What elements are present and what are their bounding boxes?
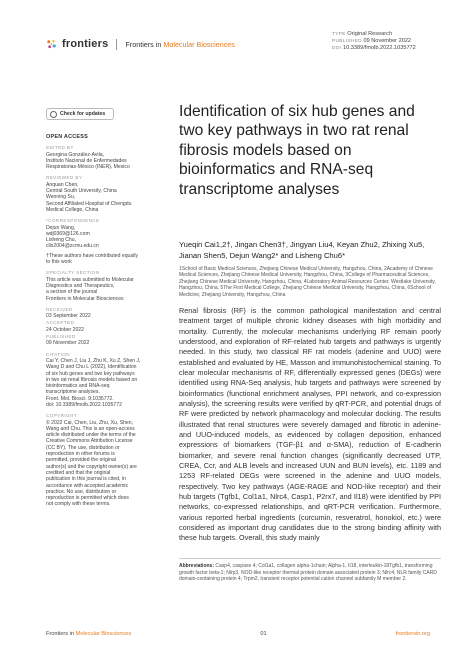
open-access-label: OPEN ACCESS <box>46 134 89 140</box>
abstract: Renal fibrosis (RF) is the common pathological manifestation and central treatment target of multiple chronic kidney diseases with high morbidity and mortality. Currently, the molecular mechanisms underlying RF remain poorly understood, and exploration of RF-related hub targets and pathways is urgently needed. In this study, two classical RF rat models (adenine and UUO) were established and evaluated by HE, Masson and immunohistochemical staining. To clear molecular mechanisms of RF, differentially expressed genes (DEGs) were identified using RNA-Seq analysis, hub targets and pathways were screened by bioinformatics (functional enrichment analyses, PPI network, and co-expression analysis), the screening results were verified by qRT-PCR, and potential drugs of RF were predicted by network pharmacology and molecular docking. The results illustrated that renal structures were severely damaged and fibrotic in adenine- and UUO-induced models, as evidenced by collagen deposition, enhanced expressions of biomarkers (TGF-β1 and α-SMA), reduction of E-cadherin biomarker, and severe renal function changes (significantly decreased UTP, CREA, Ccr, and ALB levels and increased UUN and BUN levels), etc. 1189 and 1253 RF-related DEGs were screened in the adenine and UUO models, respectively. Two key pathways (AGE-RAGE and NOD-like receptor) and their hub targets (Tgfb1, Col1a1, Nlrc4, Casp1, P2rx7, and Il18) were identified by PPI networks, co-expressed relationships, and qRT-PCR verification. Furthermore, various reported herbal ingredients (curcumin, resveratrol, honokiol, etc.) were considered as important drug candidates due to the strong binding affinity with these hub targets. Overall, this study mainly <box>179 306 441 543</box>
reviewed-by-label: REVIEWED BY <box>46 175 83 181</box>
published-label: PUBLISHED <box>46 334 76 340</box>
update-icon <box>50 111 57 118</box>
page-footer <box>46 631 430 637</box>
article-title: Identification of six hub genes and two key pathways in two rat renal fibrosis models based on bioinformatics and RNA-seq transcriptome analyses <box>179 103 415 198</box>
journal-header <box>46 38 235 50</box>
copyright-label: COPYRIGHT <box>46 413 77 419</box>
accepted-label: ACCEPTED <box>46 320 75 326</box>
article-sidebar <box>46 108 154 508</box>
abbreviations-label: Abbreviations: <box>179 563 215 569</box>
received-date: 03 September 2022 <box>46 313 91 320</box>
article-meta: TYPE Original Research PUBLISHED 09 November 2022 DOI 10.3389/fmolb.2022.1035772 <box>332 31 416 51</box>
specialty-section-text: This article was submitted to Molecular Diagnostics and Therapeutics, a section of the journal Frontiers in Molecular Biosciences <box>46 276 134 302</box>
copyright-text: © 2022 Cai, Chen, Liu, Zhu, Xu, Shen, Wang and Chu. This is an open-access article distributed under the terms of the Creative Commons Attribution License (CC BY). The use, distribution or reproduction in other forums is permitted, provided the original author(s) and the copyright owner(s) are credited and that the original publication in this journal is cited, in accordance with accepted academic practice. No use, distribution or reproduction is permitted which does not comply with these terms. <box>46 419 137 508</box>
doi: 10.3389/fmolb.2022.1035772 <box>343 45 416 51</box>
check-for-updates-button[interactable]: Check for updates <box>46 108 114 120</box>
citation-text: Cai Y, Chen J, Liu J, Zhu K, Xu Z, Shen J, Wang D and Chu L (2022), Identification of six hub genes and two key pathways in two rat renal fibrosis models based on bioinformatics and RNA-seq transcriptome analyses. Front. Mol. Biosci. 9:1035772. doi: 10.3389/fmolb.2022.1035772 <box>46 357 141 408</box>
published-date: 09 November 2022 <box>46 340 90 347</box>
equal-contribution-note: †These authors have contributed equally to this work <box>46 252 139 266</box>
specialty-section-label: SPECIALTY SECTION <box>46 270 100 276</box>
edited-by-label: EDITED BY <box>46 145 74 151</box>
received-label: RECEIVED <box>46 306 73 312</box>
reviewed-by-text: Anquan Chen, Central South University, China Wenning Su, Second Affiliated Hospital of Chengdu Medical College, China <box>46 181 132 213</box>
citation-label: CITATION <box>46 351 70 357</box>
header-divider <box>116 39 117 50</box>
page-number: 01 <box>260 631 267 637</box>
article-type: Original Research <box>347 31 393 37</box>
affiliations: 1School of Basic Medical Sciences, Zhejiang Chinese Medical University, Hangzhou, China, 2Academy of Chinese Medical Sciences, Zhejiang Chinese Medical University, Hangzhou, China, 3College of Pharmaceutical Sciences, Zhejiang Chinese Medical University, Hangzhou, China, 4Laboratory Animal Resources Center, Westlake University, Hangzhou, China, 5The First Medical College, Zhejiang Chinese Medical University, Hangzhou, China, 6School of Medicine, Zhejiang University, Hangzhou, China <box>179 266 436 298</box>
footer-site-link[interactable]: frontiersin.org <box>395 631 430 637</box>
correspondence-text: Dejun Wang, wdj0369@126.com Lisheng Chu, clls2004@zcmu.edu.cn <box>46 224 99 250</box>
accepted-date: 24 October 2022 <box>46 326 84 333</box>
frontiers-logo-icon <box>46 39 57 50</box>
footer-journal[interactable]: Frontiers in Molecular Biosciences <box>46 631 132 637</box>
brand-name: frontiers <box>62 38 109 50</box>
edited-by-text: Georgina González-Avila, Instituto Nacional de Enfermedades Respiratorias-México (INER), Mexico <box>46 151 130 171</box>
journal-title: Frontiers in Molecular Biosciences <box>125 39 235 49</box>
abbreviations-text: Casp4, caspase 4; Col1a1, collagen alpha-1chain; Alpha-1, II18, interleukin-18Tgfb1, transforming growth factor beta-1; Nlrp3, NOD-like receptor thermal protein domain associated protein 3; Nlrc4, NLR family CARD domain-containing protein 4; Trpm2, transient receptor potential cation channel subfamily M member 2. <box>179 563 437 582</box>
abbreviations <box>179 558 441 583</box>
correspondence-label: *CORRESPONDENCE <box>46 218 100 224</box>
author-list: Yueqin Cai1,2†, Jingan Chen3†, Jingyan Liu4, Keyan Zhu2, Zhixing Xu5, Jianan Shen5, Dejun Wang2* and Lisheng Chu6* <box>179 240 425 260</box>
publish-date: 09 November 2022 <box>363 38 412 44</box>
